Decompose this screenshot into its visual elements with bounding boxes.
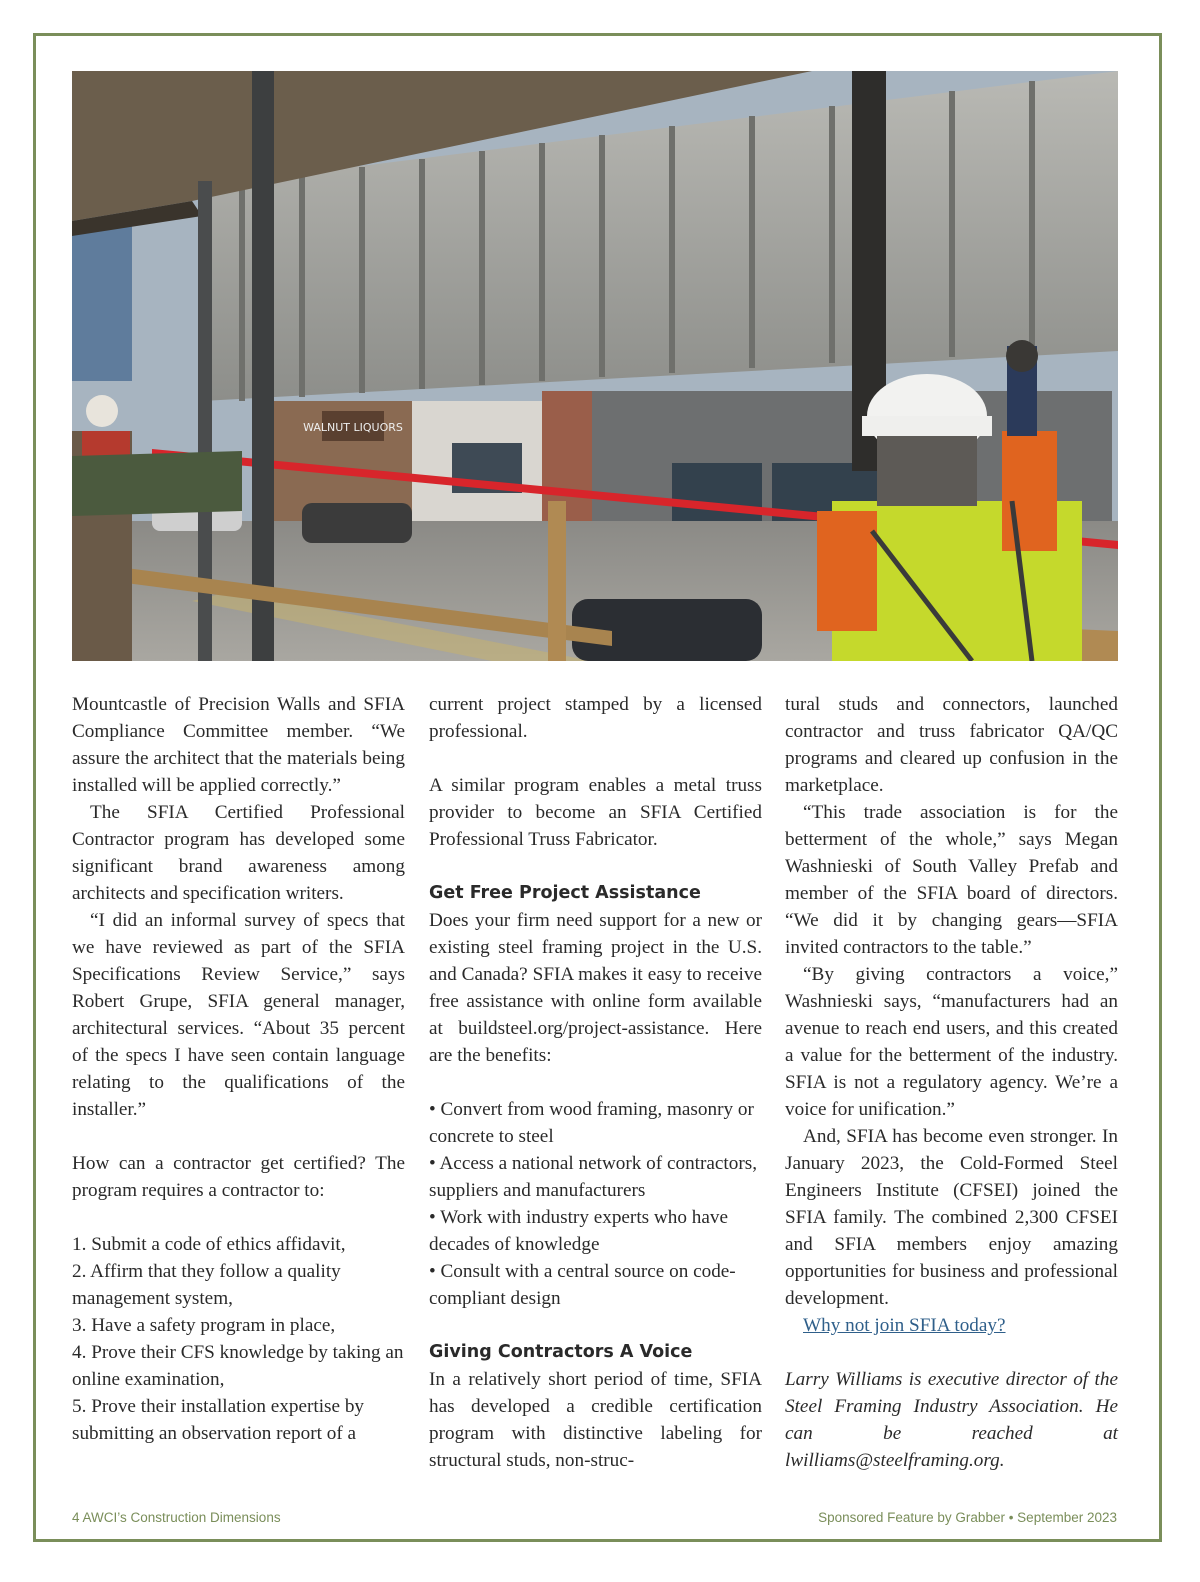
construction-scene-image xyxy=(72,71,1118,661)
col3-paragraph-4: And, SFIA has become even stronger. In January 2023, the Cold-Formed Steel Engineers Institute (CFSEI) joined the SFIA family. The combined 2,300 CFSEI and SFIA members enjoy amazing opportunities for business and professional development. xyxy=(785,1126,1118,1309)
join-sfia-link[interactable]: Why not join SFIA today? xyxy=(803,1315,1006,1336)
footer-sponsor-date: Sponsored Feature by Grabber • September 2023 xyxy=(818,1510,1117,1525)
heading-get-free-project-assistance: Get Free Project Assistance xyxy=(429,883,701,903)
col1-paragraph-3: “I did an informal survey of specs that we have reviewed as part of the SFIA Specifications Review Service,” says Robert Grupe, SFIA general manager, architectural services. “About 35 percent of the specs I have seen contain language relating to the qualifications of the installer.” xyxy=(72,910,405,1120)
list-item: 1. Submit a code of ethics affidavit, xyxy=(72,1234,346,1255)
col1-paragraph-4: How can a contractor get certified? The program requires a contractor to: xyxy=(72,1153,405,1201)
col3-paragraph-3: “By giving contractors a voice,” Washnieski says, “manufacturers had an avenue to reach end users, and this created a value for the betterment of the industry. SFIA is not a regulatory agency. We’re a voice for unification.” xyxy=(785,964,1118,1120)
col1-paragraph-1: Mountcastle of Precision Walls and SFIA Compliance Committee member. “We assure the architect that the materials being installed will be applied correctly.” xyxy=(72,694,405,796)
col2-paragraph-1: current project stamped by a licensed professional. xyxy=(429,694,762,742)
col2-paragraph-2: A similar program enables a metal truss provider to become an SFIA Certified Professional Truss Fabricator. xyxy=(429,775,762,850)
list-item: 3. Have a safety program in place, xyxy=(72,1315,336,1336)
join-link-line xyxy=(785,1312,1118,1339)
feature-photo xyxy=(72,71,1118,661)
col1-paragraph-2: The SFIA Certified Professional Contractor program has developed some significant brand awareness among architects and specification writers. xyxy=(72,802,405,904)
article-column-1 xyxy=(72,691,405,1447)
article-column-2 xyxy=(429,691,762,1474)
list-item: • Access a national network of contractors, suppliers and manufacturers xyxy=(429,1153,757,1201)
certification-steps-list xyxy=(72,1231,405,1447)
col2-paragraph-4: In a relatively short period of time, SFIA has developed a credible certification program with distinctive labeling for structural studs, non-struc- xyxy=(429,1369,762,1471)
list-item: • Work with industry experts who have decades of knowledge xyxy=(429,1207,728,1255)
author-bio: Larry Williams is executive director of the Steel Framing Industry Association. He can be reached at lwilliams@steelframing.org. xyxy=(785,1369,1118,1471)
footer-page-info: 4 AWCI’s Construction Dimensions xyxy=(72,1510,281,1525)
list-item: 4. Prove their CFS knowledge by taking an online examination, xyxy=(72,1342,404,1390)
col3-paragraph-1: tural studs and connectors, launched contractor and truss fabricator QA/QC programs and cleared up confusion in the marketplace. xyxy=(785,694,1118,796)
list-item: • Consult with a central source on code-compliant design xyxy=(429,1261,736,1309)
list-item: 5. Prove their installation expertise by submitting an observation report of a xyxy=(72,1396,365,1444)
article-column-3 xyxy=(785,691,1118,1474)
col2-paragraph-3: Does your firm need support for a new or existing steel framing project in the U.S. and Canada? SFIA makes it easy to receive free assistance with online form available at buildsteel.org/project-assistance. Here are the benefits: xyxy=(429,910,762,1066)
col3-paragraph-2: “This trade association is for the betterment of the whole,” says Megan Washnieski of South Valley Prefab and member of the SFIA board of directors. “We did it by changing gears—SFIA invited contractors to the table.” xyxy=(785,802,1118,958)
list-item: 2. Affirm that they follow a quality management system, xyxy=(72,1261,341,1309)
heading-giving-contractors-a-voice: Giving Contractors A Voice xyxy=(429,1342,693,1362)
list-item: • Convert from wood framing, masonry or concrete to steel xyxy=(429,1099,754,1147)
liquor-store-sign: WALNUT LIQUORS xyxy=(303,421,403,434)
benefits-list xyxy=(429,1096,762,1312)
